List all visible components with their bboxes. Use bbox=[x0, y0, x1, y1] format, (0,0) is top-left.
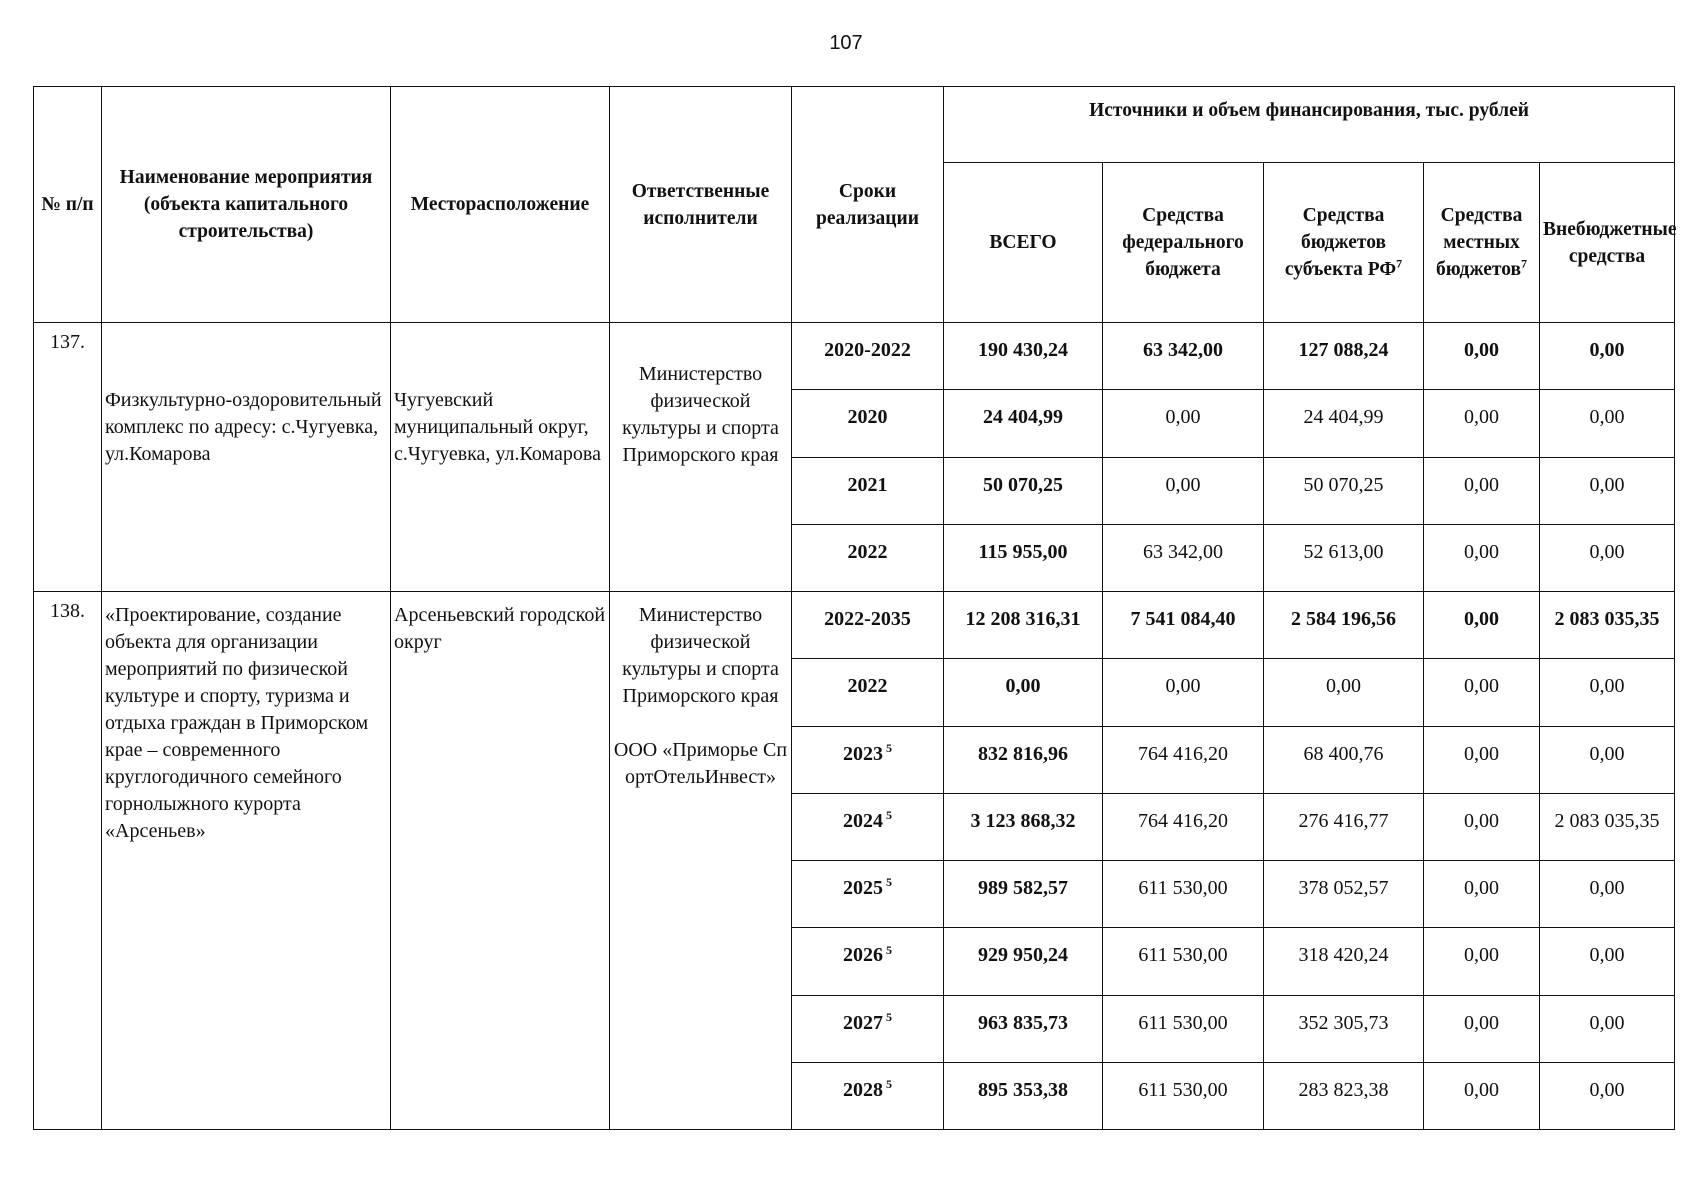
value-local: 0,00 bbox=[1424, 726, 1540, 793]
value-total: 50 070,25 bbox=[944, 457, 1103, 524]
value-extra: 0,00 bbox=[1540, 457, 1675, 524]
value-local: 0,00 bbox=[1424, 524, 1540, 591]
value-federal: 611 530,00 bbox=[1103, 995, 1264, 1062]
header-num: № п/п bbox=[34, 87, 102, 323]
period-label: 2021 bbox=[847, 473, 888, 496]
period-footnote: 5 bbox=[886, 875, 892, 890]
value-subject: 127 088,24 bbox=[1264, 323, 1424, 390]
entry-location: Арсеньевский городской округ bbox=[391, 592, 610, 1130]
value-extra: 2 083 035,35 bbox=[1540, 793, 1675, 860]
period-cell bbox=[792, 861, 944, 928]
period-label: 2020-2022 bbox=[824, 339, 911, 361]
period-cell bbox=[792, 457, 944, 524]
value-subject: 318 420,24 bbox=[1264, 928, 1424, 995]
period-label: 2022-2035 bbox=[824, 608, 911, 630]
responsible-secondary: ООО «Приморье СпортОтельИнвест» bbox=[613, 739, 788, 788]
value-local: 0,00 bbox=[1424, 1062, 1540, 1129]
value-local: 0,00 bbox=[1424, 861, 1540, 928]
financing-table bbox=[33, 86, 1675, 1130]
value-federal: 764 416,20 bbox=[1103, 726, 1264, 793]
value-total: 989 582,57 bbox=[944, 861, 1103, 928]
value-total: 963 835,73 bbox=[944, 995, 1103, 1062]
period-cell bbox=[792, 1062, 944, 1129]
entry-name: Физкультурно-оздоровительный комплекс по адресу: с.Чугуевка, ул.Комарова bbox=[102, 323, 391, 592]
period-footnote: 5 bbox=[886, 942, 892, 957]
period-cell bbox=[792, 928, 944, 995]
value-subject: 50 070,25 bbox=[1264, 457, 1424, 524]
period-label: 2027 bbox=[843, 1011, 883, 1034]
value-extra: 0,00 bbox=[1540, 1062, 1675, 1129]
period-label: 2025 bbox=[843, 877, 883, 899]
value-total: 115 955,00 bbox=[944, 524, 1103, 591]
value-extra: 0,00 bbox=[1540, 323, 1675, 390]
period-label: 2028 bbox=[843, 1078, 883, 1101]
period-cell bbox=[792, 390, 944, 457]
header-responsible: Ответственные исполнители bbox=[610, 87, 792, 323]
value-total: 895 353,38 bbox=[944, 1062, 1103, 1129]
value-local: 0,00 bbox=[1424, 995, 1540, 1062]
table-row bbox=[34, 592, 1675, 659]
value-subject: 52 613,00 bbox=[1264, 524, 1424, 591]
header-terms: Сроки реализации bbox=[792, 87, 944, 323]
period-label: 2023 bbox=[843, 742, 883, 765]
value-extra: 0,00 bbox=[1540, 390, 1675, 457]
value-extra: 0,00 bbox=[1540, 995, 1675, 1062]
header-subject bbox=[1264, 163, 1424, 323]
period-footnote: 5 bbox=[886, 1077, 892, 1092]
period-cell bbox=[792, 995, 944, 1062]
value-total: 190 430,24 bbox=[944, 323, 1103, 390]
header-local-footnote: 7 bbox=[1521, 256, 1528, 271]
header-subject-label: Средства бюджетов субъекта РФ bbox=[1284, 205, 1397, 280]
value-federal: 0,00 bbox=[1103, 659, 1264, 726]
value-total: 832 816,96 bbox=[944, 726, 1103, 793]
value-extra: 0,00 bbox=[1540, 726, 1675, 793]
value-subject: 352 305,73 bbox=[1264, 995, 1424, 1062]
value-local: 0,00 bbox=[1424, 793, 1540, 860]
value-extra: 0,00 bbox=[1540, 928, 1675, 995]
period-footnote: 5 bbox=[886, 1009, 892, 1024]
value-subject: 68 400,76 bbox=[1264, 726, 1424, 793]
value-local: 0,00 bbox=[1424, 323, 1540, 390]
header-federal: Средства федерального бюджета bbox=[1103, 163, 1264, 323]
value-federal: 611 530,00 bbox=[1103, 1062, 1264, 1129]
value-subject: 0,00 bbox=[1264, 659, 1424, 726]
entry-responsible bbox=[610, 323, 792, 592]
header-location: Месторасположение bbox=[391, 87, 610, 323]
entry-location: Чугуевский муниципальный округ, с.Чугуевка, ул.Комарова bbox=[391, 323, 610, 592]
period-label: 2024 bbox=[843, 809, 883, 832]
period-cell bbox=[792, 323, 944, 390]
value-federal: 63 342,00 bbox=[1103, 323, 1264, 390]
value-local: 0,00 bbox=[1424, 390, 1540, 457]
page-number: 107 bbox=[829, 32, 863, 54]
header-funding-group: Источники и объем финансирования, тыс. рублей bbox=[944, 87, 1675, 163]
value-local: 0,00 bbox=[1424, 457, 1540, 524]
period-label: 2020 bbox=[847, 406, 888, 429]
header-local-label: Средства местных бюджетов bbox=[1435, 205, 1523, 280]
value-subject: 276 416,77 bbox=[1264, 793, 1424, 860]
responsible-primary: Министерство физической культуры и спорта Приморского края bbox=[622, 604, 779, 707]
period-footnote: 5 bbox=[886, 808, 892, 823]
value-federal: 0,00 bbox=[1103, 457, 1264, 524]
value-total: 929 950,24 bbox=[944, 928, 1103, 995]
value-total: 24 404,99 bbox=[944, 390, 1103, 457]
value-extra: 0,00 bbox=[1540, 659, 1675, 726]
value-local: 0,00 bbox=[1424, 659, 1540, 726]
value-extra: 2 083 035,35 bbox=[1540, 592, 1675, 659]
period-cell bbox=[792, 659, 944, 726]
value-total: 12 208 316,31 bbox=[944, 592, 1103, 659]
value-subject: 283 823,38 bbox=[1264, 1062, 1424, 1129]
period-label: 2022 bbox=[847, 540, 888, 563]
value-extra: 0,00 bbox=[1540, 861, 1675, 928]
value-federal: 764 416,20 bbox=[1103, 793, 1264, 860]
value-local: 0,00 bbox=[1424, 592, 1540, 659]
period-cell bbox=[792, 726, 944, 793]
value-federal: 611 530,00 bbox=[1103, 928, 1264, 995]
period-label: 2026 bbox=[843, 944, 883, 967]
value-federal: 0,00 bbox=[1103, 390, 1264, 457]
value-federal: 611 530,00 bbox=[1103, 861, 1264, 928]
period-cell bbox=[792, 524, 944, 591]
entry-responsible bbox=[610, 592, 792, 1130]
responsible-primary: Министерство физической культуры и спорта Приморского края bbox=[622, 363, 779, 466]
entry-name: «Проектирование, создание объекта для организации мероприятий по физической культуре и спорту, туризма и отдыха граждан в Приморском крае – современного круглогодичного семейного горнолыжного курорта «Арсеньев» bbox=[102, 592, 391, 1130]
period-cell bbox=[792, 793, 944, 860]
value-total: 0,00 bbox=[944, 659, 1103, 726]
value-subject: 378 052,57 bbox=[1264, 861, 1424, 928]
value-extra: 0,00 bbox=[1540, 524, 1675, 591]
value-subject: 2 584 196,56 bbox=[1264, 592, 1424, 659]
header-extra: Внебюджетные средства bbox=[1540, 163, 1675, 323]
header-total: ВСЕГО bbox=[944, 163, 1103, 323]
entry-number: 137. bbox=[34, 323, 102, 592]
entry-number: 138. bbox=[34, 592, 102, 1130]
value-subject: 24 404,99 bbox=[1264, 390, 1424, 457]
period-footnote: 5 bbox=[886, 740, 892, 755]
period-cell bbox=[792, 592, 944, 659]
table-row bbox=[34, 323, 1675, 390]
header-local bbox=[1424, 163, 1540, 323]
header-subject-footnote: 7 bbox=[1396, 256, 1403, 271]
value-local: 0,00 bbox=[1424, 928, 1540, 995]
value-total: 3 123 868,32 bbox=[944, 793, 1103, 860]
value-federal: 7 541 084,40 bbox=[1103, 592, 1264, 659]
header-name: Наименование мероприятия (объекта капитального строительства) bbox=[102, 87, 391, 323]
period-label: 2022 bbox=[847, 675, 888, 698]
value-federal: 63 342,00 bbox=[1103, 524, 1264, 591]
